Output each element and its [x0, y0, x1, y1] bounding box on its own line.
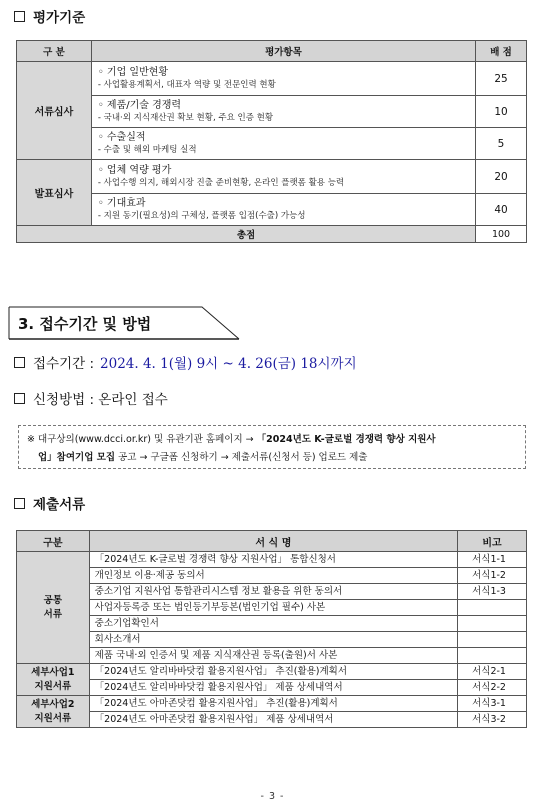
- table-row: [17, 648, 527, 664]
- eval-total-score: 100: [476, 226, 527, 243]
- application-period-value: 2024. 4. 1(월) 9시 ~ 4. 26(금) 18시까지: [100, 356, 357, 372]
- docs-category-project1: [17, 664, 90, 696]
- eval-criteria-heading: [14, 6, 85, 26]
- doc-note: 서식2-2: [458, 680, 527, 696]
- eval-header-category: 구 분: [17, 41, 92, 62]
- eval-item-title: ◦ 제품/기술 경쟁력: [97, 99, 182, 111]
- doc-note: 서식3-2: [458, 712, 527, 728]
- docs-table-header-row: [17, 531, 527, 552]
- doc-name: 「2024년도 K-글로벌 경쟁력 향상 지원사업」 통합신청서: [89, 552, 457, 568]
- doc-name: 회사소개서: [89, 632, 457, 648]
- table-row: [17, 160, 527, 194]
- eval-category-presentation: 발표심사: [17, 160, 92, 226]
- table-row: [17, 712, 527, 728]
- docs-category-project2: [17, 696, 90, 728]
- doc-note: [458, 648, 527, 664]
- eval-item: [91, 160, 475, 194]
- eval-item-score: 5: [476, 128, 527, 160]
- notice-text-part2: 공고 → 구글폼 신청하기 → 제출서류(신청서 등) 업로드 제출: [118, 452, 368, 463]
- doc-name: 중소기업확인서: [89, 616, 457, 632]
- docs-category-line: 지원서류: [34, 680, 72, 692]
- eval-criteria-heading-text: 평가기준: [33, 10, 86, 26]
- doc-name: 중소기업 지원사업 통합관리시스템 정보 활용을 위한 동의서: [89, 584, 457, 600]
- page-number: - 3 -: [260, 791, 285, 802]
- documents-heading: [14, 493, 85, 513]
- docs-category-line: 세부사업1: [31, 666, 75, 678]
- doc-note: 서식2-1: [458, 664, 527, 680]
- eval-item-score: 40: [476, 194, 527, 226]
- docs-header-note: 비고: [458, 531, 527, 552]
- eval-item-detail: - 사업수행 의지, 해외시장 진출 준비현황, 온라인 플랫폼 활용 능력: [97, 177, 345, 188]
- doc-name: 사업자등록증 또는 법인등기부등본(법인기업 필수) 사본: [89, 600, 457, 616]
- checkbox-icon: [14, 498, 25, 509]
- application-method-text: 신청방법 : 온라인 접수: [33, 392, 168, 408]
- application-period-label: 접수기간 :: [33, 356, 95, 372]
- table-row: [17, 96, 527, 128]
- eval-item-title: ◦ 기업 일반현황: [97, 66, 169, 78]
- doc-note: [458, 632, 527, 648]
- doc-name: 「2024년도 알리바바닷컴 활용지원사업」 제품 상세내역서: [89, 680, 457, 696]
- eval-item: [91, 128, 475, 160]
- eval-category-document-review: 서류심사: [17, 62, 92, 160]
- doc-note: 서식1-3: [458, 584, 527, 600]
- eval-item-detail: - 지원 동기(필요성)의 구체성, 플랫폼 입점(수출) 가능성: [97, 210, 306, 221]
- eval-item: [91, 62, 475, 96]
- doc-name: 「2024년도 알리바바닷컴 활용지원사업」 추진(활용)계획서: [89, 664, 457, 680]
- checkbox-icon: [14, 357, 25, 368]
- table-row: [17, 552, 527, 568]
- eval-criteria-table: [16, 40, 527, 243]
- doc-note: 서식1-1: [458, 552, 527, 568]
- doc-name: 제품 국내·외 인증서 및 제품 지식재산권 등록(출원)서 사본: [89, 648, 457, 664]
- docs-category-common: [17, 552, 90, 664]
- notice-mark: ※: [27, 434, 35, 445]
- docs-category-line: 공통: [43, 594, 63, 606]
- eval-table-header-row: [17, 41, 527, 62]
- table-row: [17, 600, 527, 616]
- eval-item-title: ◦ 업체 역량 평가: [97, 164, 172, 176]
- notice-box: [18, 425, 526, 469]
- eval-item: [91, 96, 475, 128]
- section3-title: 3. 접수기간 및 방법: [18, 315, 152, 333]
- eval-item-title: ◦ 기대효과: [97, 197, 146, 209]
- eval-header-score: 배 점: [476, 41, 527, 62]
- application-method: [14, 388, 168, 408]
- checkbox-icon: [14, 11, 25, 22]
- notice-program-name-1: 「2024년도 K-글로벌 경쟁력 향상 지원사: [256, 434, 436, 445]
- doc-note: [458, 616, 527, 632]
- table-row: [17, 584, 527, 600]
- table-row: [17, 194, 527, 226]
- table-row: [17, 62, 527, 96]
- application-period: [14, 352, 357, 372]
- eval-item-title: ◦ 수출실적: [97, 131, 146, 143]
- table-row: [17, 128, 527, 160]
- docs-header-category: 구분: [17, 531, 90, 552]
- table-row: [17, 568, 527, 584]
- table-row: [17, 616, 527, 632]
- doc-name: 개인정보 이용·제공 동의서: [89, 568, 457, 584]
- checkbox-icon: [14, 393, 25, 404]
- doc-name: 「2024년도 아마존닷컴 활용지원사업」 제품 상세내역서: [89, 712, 457, 728]
- eval-total-label: 총점: [17, 226, 476, 243]
- table-row: [17, 664, 527, 680]
- docs-category-line: 지원서류: [34, 712, 72, 724]
- docs-category-line: 세부사업2: [31, 698, 75, 710]
- eval-total-row: [17, 226, 527, 243]
- eval-item-score: 25: [476, 62, 527, 96]
- notice-program-name-2: 업」참여기업 모집: [38, 452, 116, 463]
- eval-item-score: 20: [476, 160, 527, 194]
- documents-heading-text: 제출서류: [33, 497, 86, 513]
- table-row: [17, 632, 527, 648]
- table-row: [17, 696, 527, 712]
- docs-header-name: 서 식 명: [89, 531, 457, 552]
- notice-text-part1: 대구상의(www.dcci.or.kr) 및 유관기관 홈페이지 →: [38, 434, 254, 445]
- notice-line-1: [27, 431, 517, 449]
- eval-item-detail: - 수출 및 해외 마케팅 실적: [97, 144, 197, 155]
- eval-item: [91, 194, 475, 226]
- doc-note: 서식1-2: [458, 568, 527, 584]
- section3-banner: [8, 306, 240, 340]
- docs-category-line: 서류: [43, 608, 63, 620]
- notice-line-2: [27, 449, 517, 467]
- eval-header-item: 평가항목: [91, 41, 475, 62]
- documents-table: [16, 530, 527, 728]
- doc-note: 서식3-1: [458, 696, 527, 712]
- table-row: [17, 680, 527, 696]
- doc-note: [458, 600, 527, 616]
- eval-item-detail: - 사업활용계획서, 대표자 역량 및 전문인력 현황: [97, 79, 276, 90]
- doc-name: 「2024년도 아마존닷컴 활용지원사업」 추진(활용)계획서: [89, 696, 457, 712]
- eval-item-score: 10: [476, 96, 527, 128]
- eval-item-detail: - 국내·외 지식재산권 확보 현황, 주요 인증 현황: [97, 112, 274, 123]
